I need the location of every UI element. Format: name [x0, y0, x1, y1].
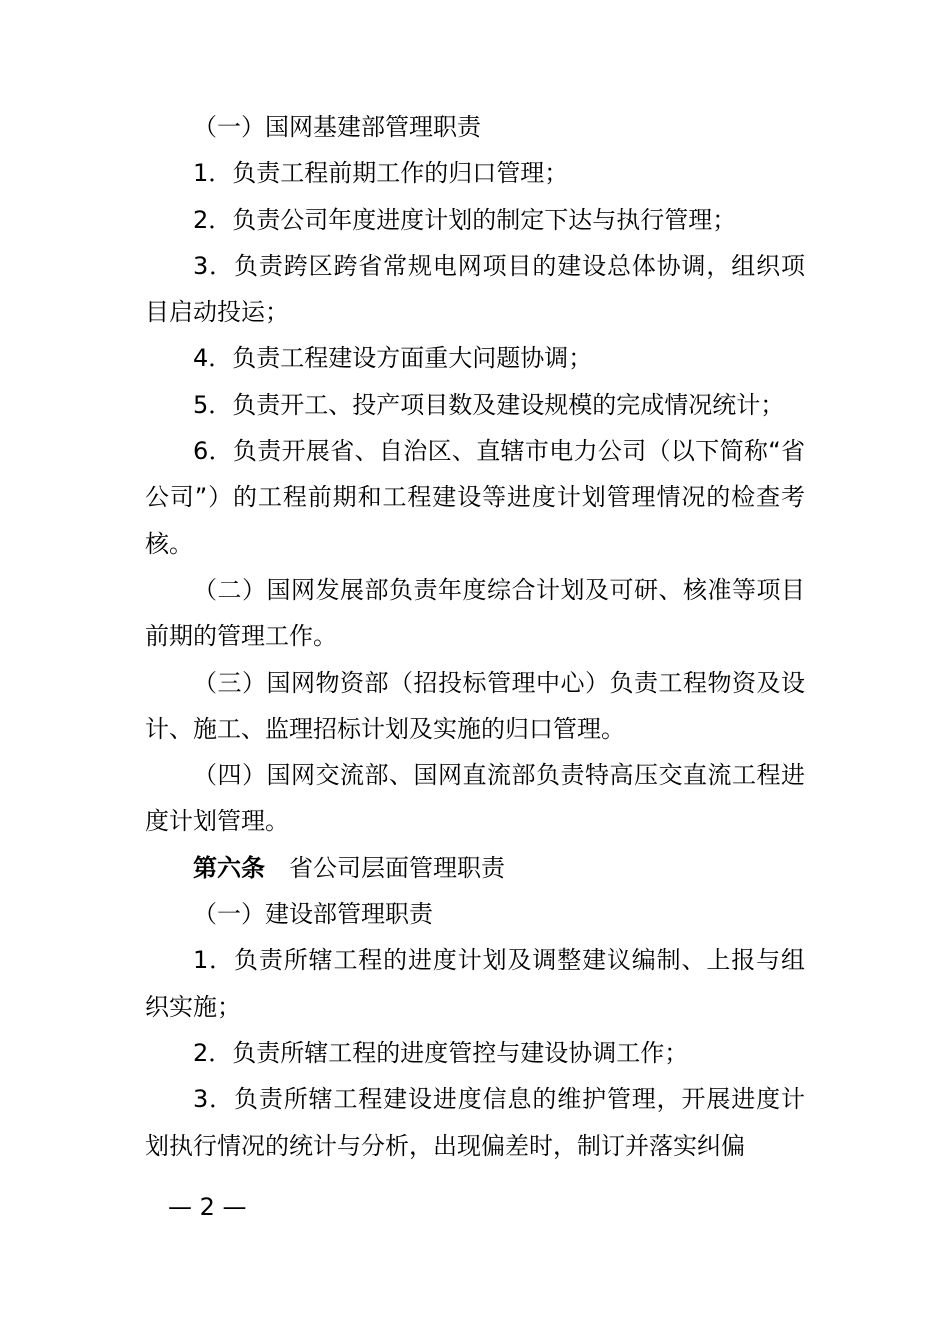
- list-item: 1．负责所辖工程的进度计划及调整建议编制、上报与组织实施；: [145, 946, 805, 1021]
- article-heading: [145, 845, 805, 891]
- list-item: 6．负责开展省、自治区、直辖市电力公司（以下简称“省公司”）的工程前期和工程建设等进度计划管理情况的检查考核。: [145, 437, 805, 558]
- section-heading: （三）国网物资部（招投标管理中心）负责工程物资及设计、施工、监理招标计划及实施的归口管理。: [145, 668, 805, 743]
- section-heading: （一）国网基建部管理职责: [193, 113, 481, 141]
- list-item: 3．负责所辖工程建设进度信息的维护管理，开展进度计划执行情况的统计与分析，出现偏差时，制订并落实纠偏: [145, 1085, 805, 1160]
- list-item: 2．负责所辖工程的进度管控与建设协调工作；: [193, 1038, 689, 1067]
- section-heading: （一）建设部管理职责: [193, 900, 433, 929]
- article-title: 省公司层面管理职责: [265, 853, 505, 882]
- page-number: — 2 —: [168, 1193, 247, 1221]
- article-number: 第六条: [193, 853, 265, 882]
- list-item: 1．负责工程前期工作的归口管理；: [193, 159, 569, 188]
- document-body: [145, 104, 805, 1169]
- list-item: 5．负责开工、投产项目数及建设规模的完成情况统计；: [193, 390, 785, 419]
- list-item: 2．负责公司年度进度计划的制定下达与执行管理；: [193, 205, 737, 234]
- list-item: 3．负责跨区跨省常规电网项目的建设总体协调，组织项目启动投运；: [145, 251, 805, 327]
- section-heading: （二）国网发展部负责年度综合计划及可研、核准等项目前期的管理工作。: [145, 575, 805, 651]
- list-item: 4．负责工程建设方面重大问题协调；: [193, 344, 593, 373]
- section-heading: （四）国网交流部、国网直流部负责特高压交直流工程进度计划管理。: [145, 761, 805, 836]
